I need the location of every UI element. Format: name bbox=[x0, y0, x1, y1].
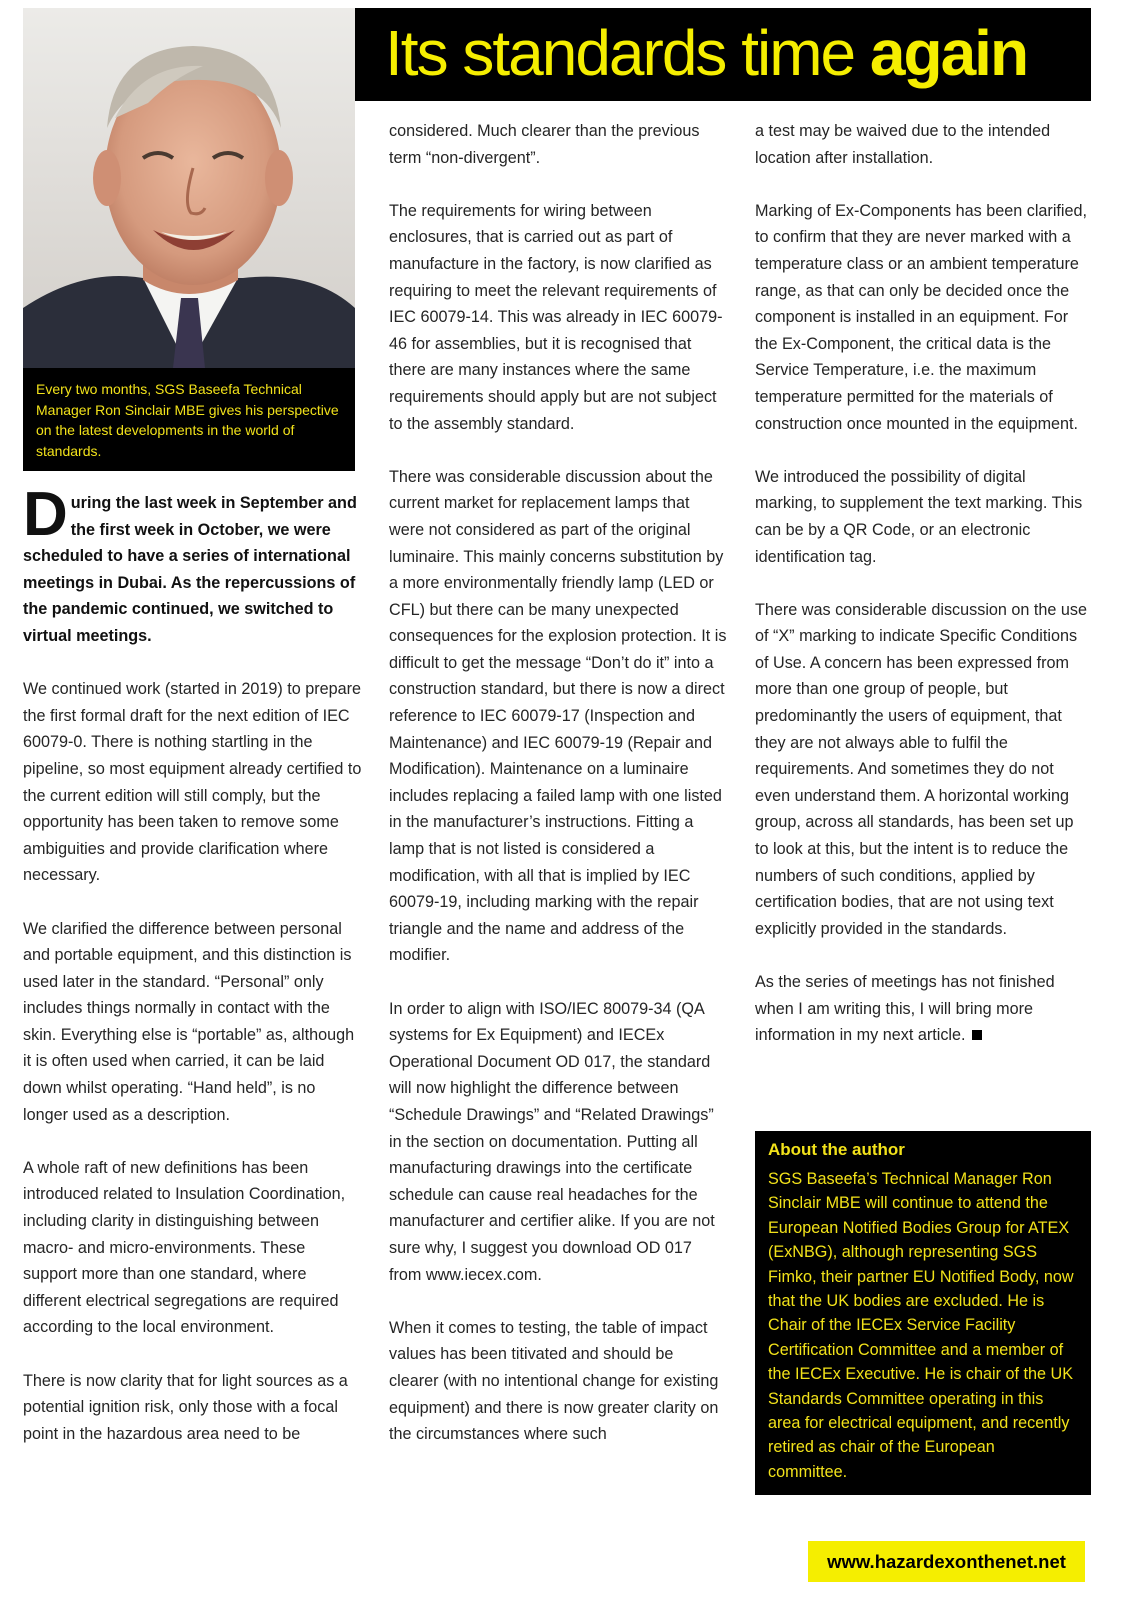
title-regular: Its standards time bbox=[385, 17, 870, 89]
body-paragraph: Marking of Ex-Components has been clarified, to confirm that they are never marked with a temperature class or an ambient temperature range, as that can only be decided once the component is installed in an equipment. For the Ex-Component, the critical data is the Service Temperature, i.e. the maximum temperature permitted for the materials of construction once mounted in the equipment. bbox=[755, 201, 1088, 433]
intro-text: uring the last week in September and the first week in October, we were scheduled to have a series of international meetings in Dubai. As the repercussions of the pandemic continued, we switched to virtual meetings. bbox=[23, 494, 357, 645]
body-paragraph: In order to align with ISO/IEC 80079-34 (QA systems for Ex Equipment) and IECEx Operational Document OD 017, the standard will now highlight the difference between “Schedule Drawings” and “Related Drawings” in the section on documentation. Putting all manufacturing drawings into the certificate schedule can cause real headaches for the manufacturer and certifier alike. If you are not sure why, I suggest you download OD 017 from www.iecex.com. bbox=[389, 999, 715, 1284]
article-column-2 bbox=[389, 118, 727, 1474]
article-column-1 bbox=[23, 480, 363, 1474]
drop-cap: D bbox=[23, 480, 68, 549]
about-author-title: About the author bbox=[768, 1140, 905, 1159]
body-paragraph: There was considerable discussion on the use of “X” marking to indicate Specific Conditions of Use. A concern has been expressed from more than one group of people, but predominantly the users of equipment, that they are not always able to fulfil the requirements. And sometimes they do not even understand them. A horizontal working group, across all standards, has been set up to look at this, but the intent is to reduce the numbers of such conditions, applied by certification bodies, that are not using text explicitly provided in the standards. bbox=[755, 600, 1088, 938]
intro-paragraph bbox=[23, 480, 363, 650]
body-paragraph: There was considerable discussion about the current market for replacement lamps that were not considered as part of the original luminaire. This mainly concerns substitution by a more environmentally friendly lamp (LED or CFL) but there can be many unexpected consequences for the explosion protection. It is difficult to get the message “Don’t do it” into a construction standard, but there is now a direct reference to IEC 60079-17 (Inspection and Maintenance) and IEC 60079-19 (Repair and Modification). Maintenance on a luminaire includes replacing a failed lamp with one listed in the manufacturer’s instructions. Fitting a lamp that is not listed is considered a modification, with all that is implied by IEC 60079-19, including marking with the repair triangle and the name and address of the modifier. bbox=[389, 467, 727, 965]
final-paragraph-text: As the series of meetings has not finished when I am writing this, I will bring more information in my next article. bbox=[755, 973, 1055, 1045]
author-portrait bbox=[23, 8, 355, 368]
portrait-illustration bbox=[23, 8, 355, 368]
body-paragraph: A whole raft of new definitions has been introduced related to Insulation Coordination, including clarity in distinguishing between macro- and micro-environments. These support more than one standard, where different electrical segregations are required according to the local environment. bbox=[23, 1158, 346, 1337]
about-author-text: SGS Baseefa’s Technical Manager Ron Sinclair MBE will continue to attend the European Notified Bodies Group for ATEX (ExNBG), although representing SGS Fimko, their partner EU Notified Body, now that the UK bodies are excluded. He is Chair of the IECEx Service Facility Certification Committee and a member of the IECEx Executive. He is chair of the UK Standards Committee operating in this area for electrical equipment, and recently retired as chair of the European committee. bbox=[768, 1170, 1074, 1481]
body-paragraph: We introduced the possibility of digital marking, to supplement the text marking. This can be by a QR Code, or an electronic identification tag. bbox=[755, 467, 1083, 566]
website-link[interactable]: www.hazardexonthenet.net bbox=[808, 1541, 1085, 1582]
photo-caption bbox=[23, 368, 355, 471]
body-paragraph: We clarified the difference between personal and portable equipment, and this distinction is used later in the standard. “Personal” only includes things normally in contact with the skin. Everything else is “portable” as, although it is often used when carried, it can be laid down whilst operating. “Hand held”, is no longer used as a description. bbox=[23, 919, 355, 1124]
final-paragraph bbox=[755, 969, 1091, 1049]
body-paragraph: We continued work (started in 2019) to prepare the first formal draft for the next edition of IEC 60079-0. There is nothing startling in the pipeline, so most equipment already certified to the current edition will still comply, but the opportunity has been taken to remove some ambiguities and provide clarification where necessary. bbox=[23, 680, 362, 885]
title-bold: again bbox=[869, 17, 1028, 89]
about-author-box bbox=[755, 1131, 1091, 1495]
body-paragraph: When it comes to testing, the table of impact values has been titivated and should be clearer (with no intentional change for existing equipment) and there is now greater clarity on the circumstances where such bbox=[389, 1318, 719, 1444]
page-title bbox=[355, 8, 1091, 101]
end-of-article-icon bbox=[972, 1030, 982, 1040]
body-paragraph: The requirements for wiring between enclosures, that is carried out as part of manufacture in the factory, is now clarified as requiring to meet the relevant requirements of IEC 60079-14. This was already in IEC 60079-46 for assemblies, but it is recognised that there are many instances where the same requirements should apply but are not subject to the assembly standard. bbox=[389, 201, 723, 433]
photo-caption-text: Every two months, SGS Baseefa Technical Manager Ron Sinclair MBE gives his perspective on the latest developments in the world of standards. bbox=[36, 381, 339, 459]
body-paragraph: There is now clarity that for light sources as a potential ignition risk, only those with a focal point in the hazardous area need to be bbox=[23, 1371, 348, 1443]
body-paragraph: considered. Much clearer than the previous term “non-divergent”. bbox=[389, 122, 700, 167]
article-column-3 bbox=[755, 118, 1091, 1075]
body-paragraph: a test may be waived due to the intended location after installation. bbox=[755, 122, 1051, 167]
